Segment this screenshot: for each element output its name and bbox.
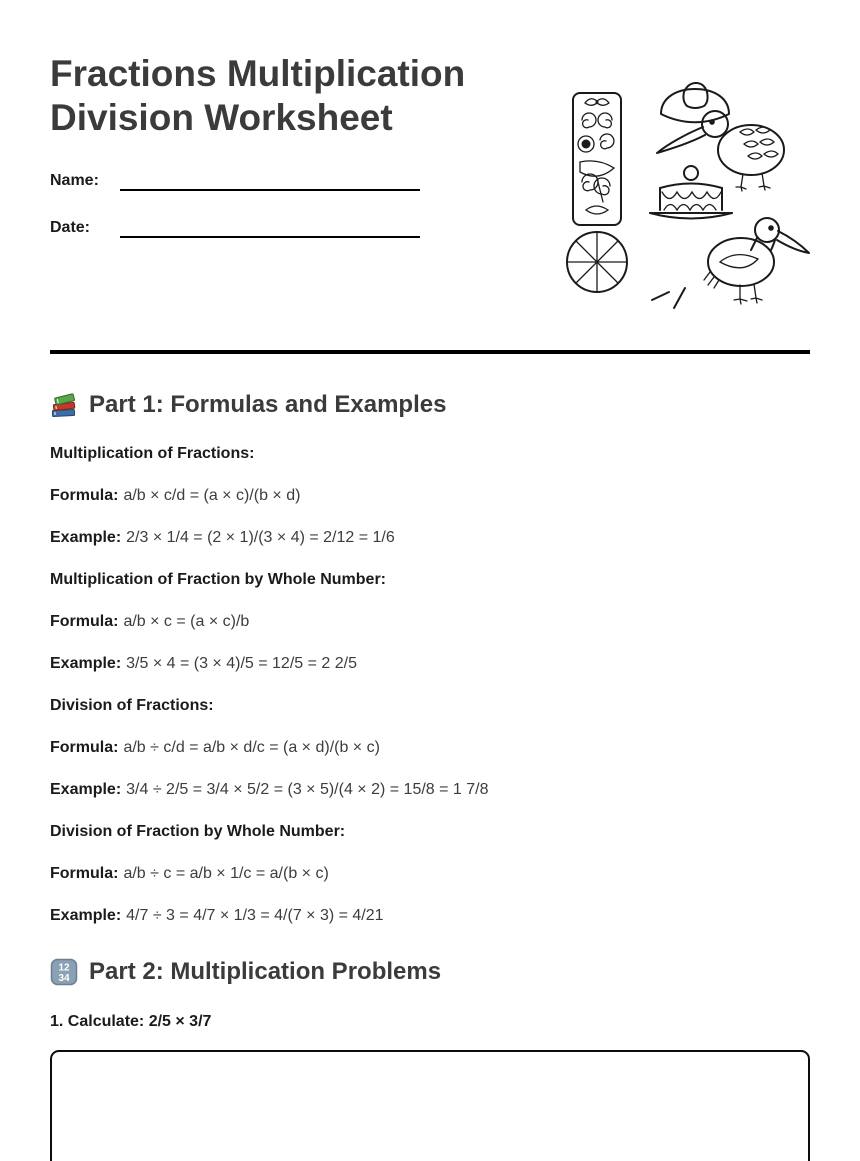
answer-box-problem-1[interactable] — [50, 1050, 810, 1161]
worksheet-illustration — [540, 58, 812, 310]
date-label: Date: — [50, 219, 91, 236]
formula-label: Formula: — [50, 739, 119, 756]
section-title: Multiplication of Fractions: — [50, 445, 255, 462]
kiwi-bird-icon — [657, 111, 784, 191]
example-line — [50, 528, 810, 548]
section-title: Division of Fraction by Whole Number: — [50, 823, 346, 840]
section-title: Multiplication of Fraction by Whole Number: — [50, 571, 386, 588]
part1-sections — [50, 444, 810, 926]
formula-label: Formula: — [50, 487, 119, 504]
slash-marks — [652, 288, 685, 308]
numbers-icon-row-top: 12 — [58, 962, 70, 974]
hat-icon — [661, 83, 729, 122]
page-title: Fractions Multiplication Division Worksheet — [50, 53, 466, 138]
numbers-icon-row-bottom: 34 — [58, 973, 70, 984]
example-line — [50, 906, 810, 926]
formula-line — [50, 612, 810, 632]
example-label: Example: — [50, 655, 122, 672]
formula-line — [50, 486, 810, 506]
section-title: Division of Fractions: — [50, 697, 214, 714]
example-label: Example: — [50, 529, 122, 546]
formula-label: Formula: — [50, 865, 119, 882]
example-text: 3/5 × 4 = (3 × 4)/5 = 12/5 = 2 2/5 — [126, 655, 357, 672]
formula-text: a/b ÷ c/d = a/b × d/c = (a × d)/(b × c) — [123, 739, 380, 756]
part1-heading — [50, 390, 810, 420]
numbers-1234-icon — [50, 958, 78, 986]
name-input-line[interactable] — [120, 169, 420, 191]
books-icon — [50, 391, 78, 419]
name-label: Name: — [50, 172, 99, 189]
totem-pole-icon — [573, 93, 621, 225]
formula-text: a/b ÷ c = a/b × 1/c = a/(b × c) — [123, 865, 329, 882]
formula-text: a/b × c = (a × c)/b — [123, 613, 250, 630]
example-text: 2/3 × 1/4 = (2 × 1)/(3 × 4) = 2/12 = 1/6 — [126, 529, 395, 546]
example-line — [50, 780, 810, 800]
formula-line — [50, 864, 810, 884]
formula-text: a/b × c/d = (a × c)/(b × d) — [123, 487, 301, 504]
formula-line — [50, 738, 810, 758]
example-text: 3/4 ÷ 2/5 = 3/4 × 5/2 = (3 × 5)/(4 × 2) = 15/8 = 1 7/8 — [126, 781, 489, 798]
cake-icon — [650, 166, 732, 219]
part1-heading-label: Part 1: Formulas and Examples — [89, 391, 447, 418]
problem-1-label: 1. Calculate: 2/5 × 3/7 — [50, 1013, 212, 1030]
example-text: 4/7 ÷ 3 = 4/7 × 1/3 = 4/(7 × 3) = 4/21 — [126, 907, 384, 924]
example-label: Example: — [50, 907, 122, 924]
formula-label: Formula: — [50, 613, 119, 630]
section-divider — [50, 350, 810, 354]
date-input-line[interactable] — [120, 216, 420, 238]
part2-heading-label: Part 2: Multiplication Problems — [89, 958, 442, 985]
part2-heading — [50, 957, 810, 987]
example-line — [50, 654, 810, 674]
kiwi-bird-icon — [704, 218, 809, 304]
example-label: Example: — [50, 781, 122, 798]
fraction-circle-icon — [567, 232, 627, 292]
